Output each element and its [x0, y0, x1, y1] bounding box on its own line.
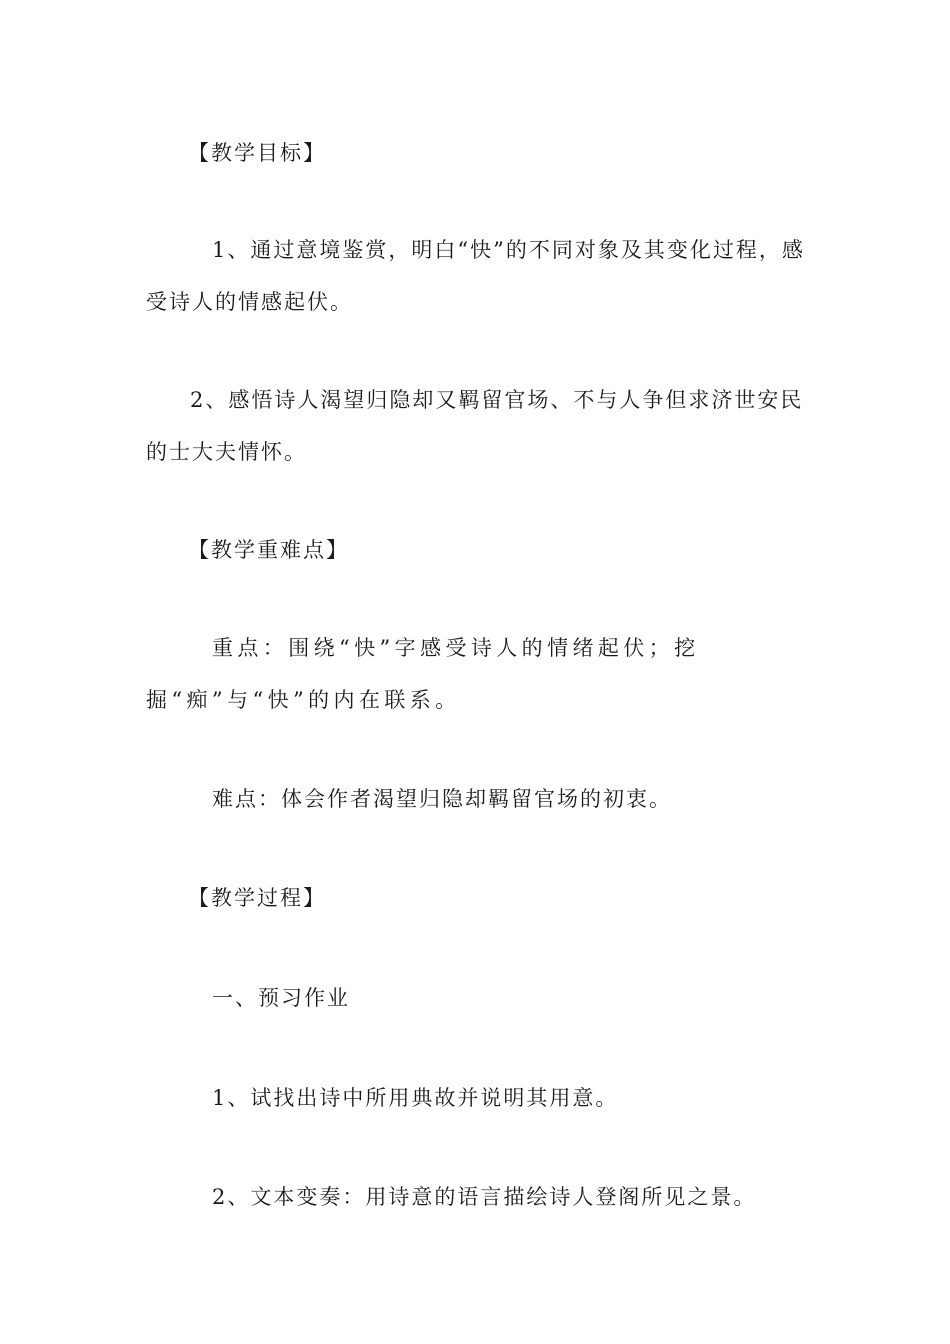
- key-point: 重点：围绕“快”字感受诗人的情绪起伏；挖掘“痴”与“快”的内在联系。: [146, 636, 700, 712]
- heading-teaching-process: 【教学过程】: [188, 886, 326, 910]
- task-item-1: 1、试找出诗中所用典故并说明其用意。: [212, 1086, 619, 1110]
- section-preview-homework: 一、预习作业: [212, 986, 350, 1010]
- heading-teaching-goals: 【教学目标】: [188, 141, 326, 165]
- difficult-point: 难点：体会作者渴望归隐却羁留官场的初衷。: [212, 787, 672, 811]
- goal-item-1: 1、通过意境鉴赏，明白“快”的不同对象及其变化过程，感受诗人的情感起伏。: [146, 238, 805, 314]
- goal-item-2: 2、感悟诗人渴望归隐却又羁留官场、不与人争但求济世安民的士大夫情怀。: [146, 388, 804, 464]
- heading-key-difficult-points: 【教学重难点】: [188, 538, 349, 562]
- task-item-2: 2、文本变奏：用诗意的语言描绘诗人登阁所见之景。: [212, 1185, 757, 1209]
